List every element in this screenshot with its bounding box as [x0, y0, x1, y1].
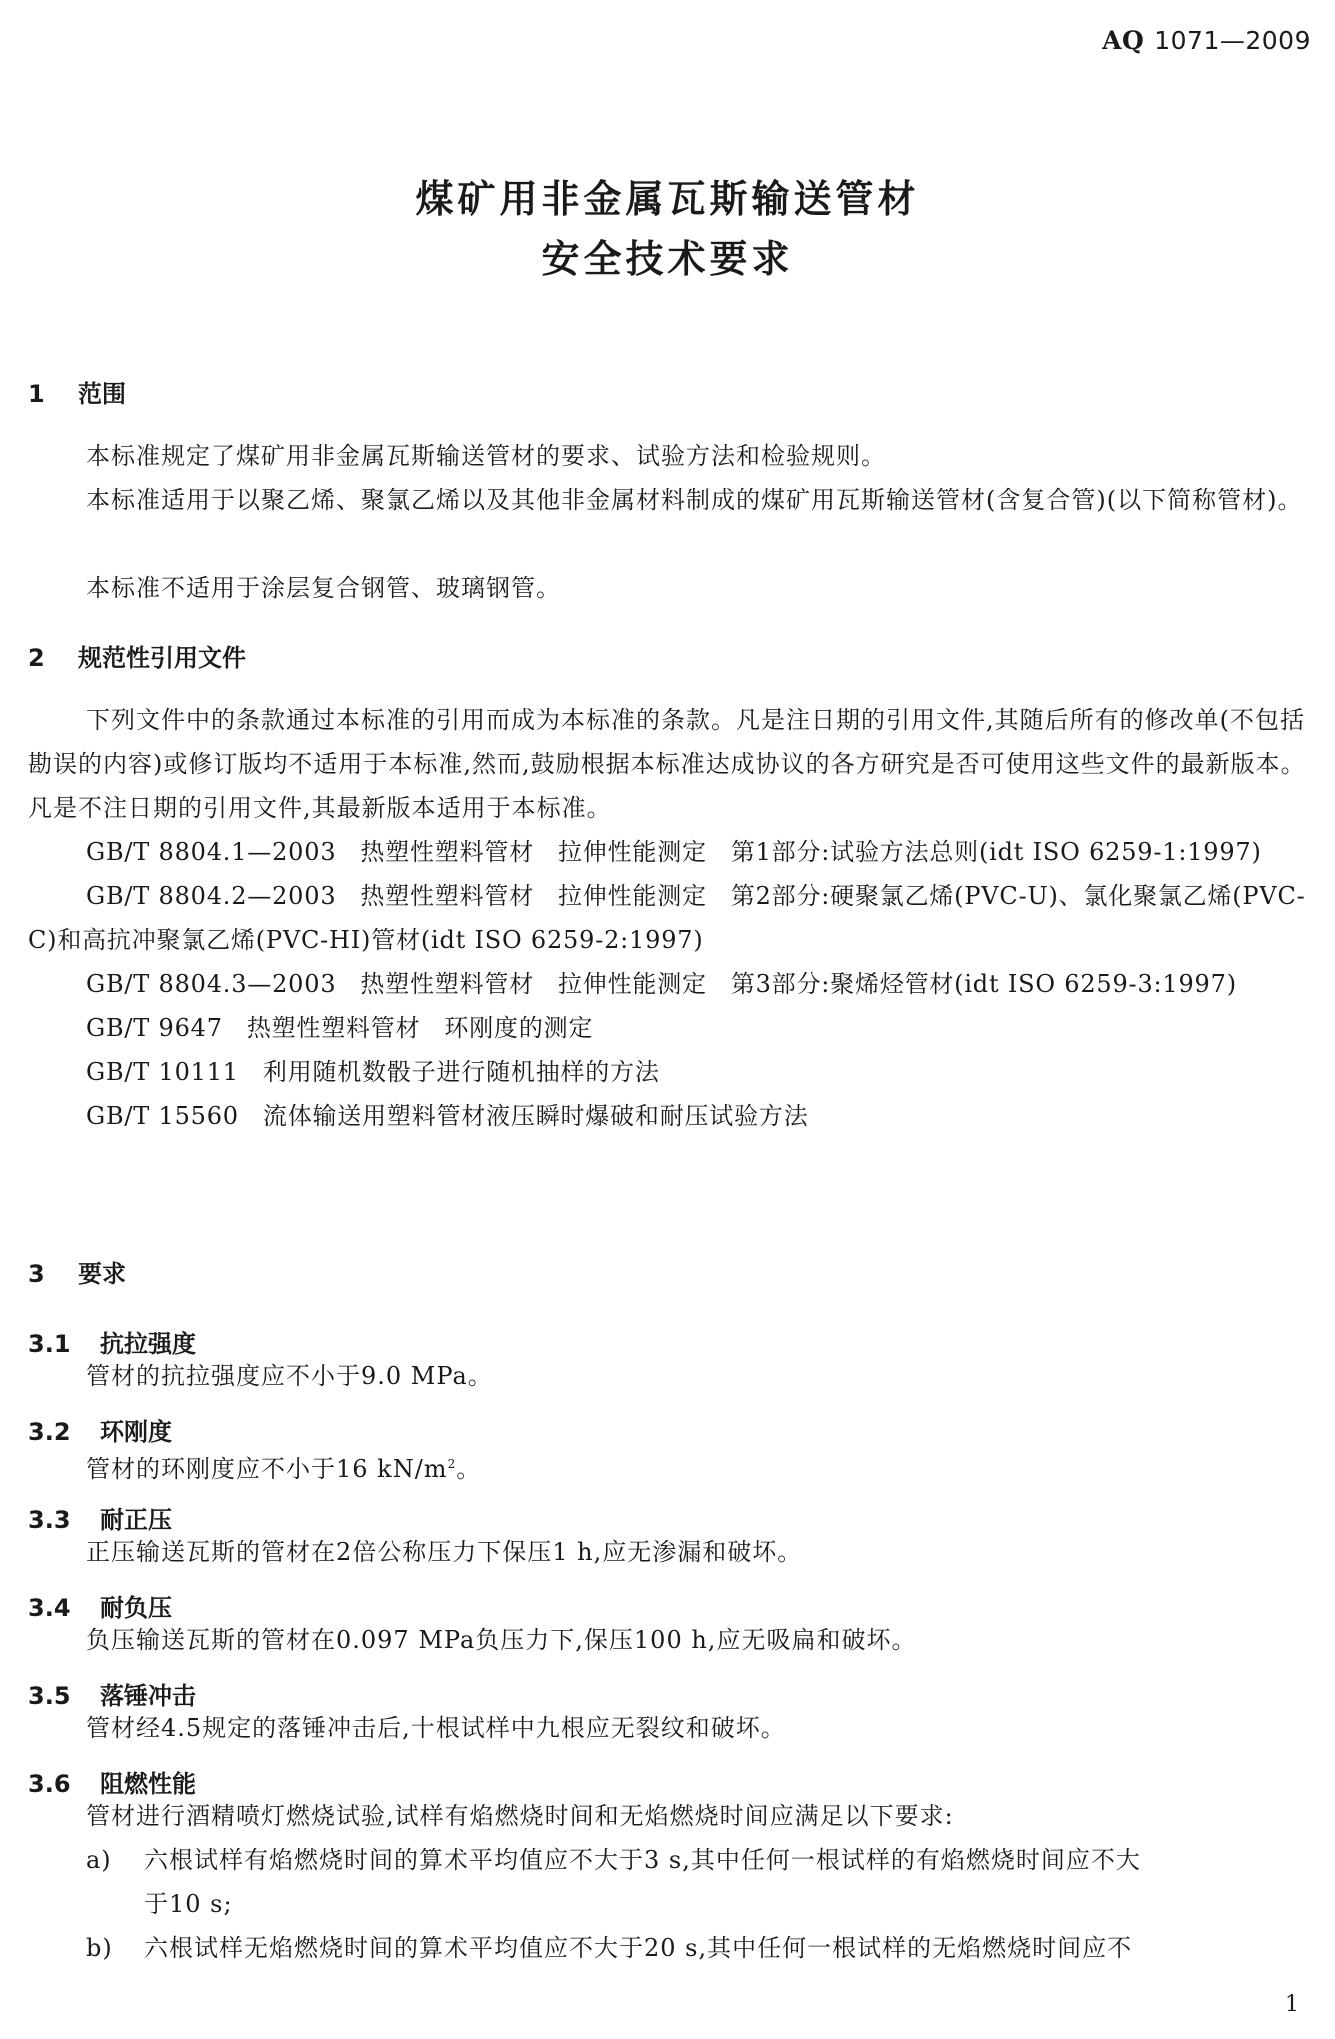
reference-item	[28, 1050, 1308, 1094]
section-number: 1	[28, 380, 45, 408]
subsection-title: 耐负压	[100, 1594, 172, 1622]
reference-item	[28, 874, 1308, 962]
subsection-title: 抗拉强度	[100, 1330, 196, 1358]
paragraph	[28, 1442, 1308, 1491]
reference-code: GB/T 8804.3—2003	[86, 970, 337, 998]
paragraph: 管材经4.5规定的落锤冲击后,十根试样中九根应无裂纹和破坏。	[86, 1714, 786, 1742]
list-item-a	[86, 1838, 1306, 1926]
reference-title: 热塑性塑料管材	[360, 882, 534, 910]
reference-title: 热塑性塑料管材	[360, 838, 534, 866]
reference-code: GB/T 15560	[86, 1102, 239, 1130]
reference-item	[28, 1094, 1308, 1138]
subsection-number: 3.3	[28, 1506, 71, 1534]
section-heading-3	[28, 1254, 126, 1289]
list-text: 六根试样有焰燃烧时间的算术平均值应不大于3 s,其中任何一根试样的有焰燃烧时间应不大	[144, 1846, 1141, 1874]
reference-title: 环刚度的测定	[444, 1014, 594, 1042]
reference-title: 拉伸性能测定	[558, 882, 707, 910]
standard-code-prefix: AQ	[1102, 26, 1145, 55]
section-number: 2	[28, 644, 45, 672]
paragraph: 本标准不适用于涂层复合钢管、玻璃钢管。	[86, 574, 561, 602]
subsection-number: 3.6	[28, 1770, 71, 1798]
paragraph: 负压输送瓦斯的管材在0.097 MPa负压力下,保压100 h,应无吸扁和破坏。	[86, 1626, 917, 1654]
reference-title: 拉伸性能测定	[558, 838, 707, 866]
reference-title: 拉伸性能测定	[558, 970, 707, 998]
section-title: 范围	[78, 380, 126, 408]
paragraph: 管材进行酒精喷灯燃烧试验,试样有焰燃烧时间和无焰燃烧时间应满足以下要求:	[86, 1802, 954, 1830]
list-text: 六根试样无焰燃烧时间的算术平均值应不大于20 s,其中任何一根试样的无焰燃烧时间应不	[144, 1934, 1133, 1962]
standard-code	[1102, 26, 1311, 55]
subsection-title: 耐正压	[100, 1506, 172, 1534]
reference-code: GB/T 8804.2—2003	[86, 882, 337, 910]
paragraph: 管材的抗拉强度应不小于9.0 MPa。	[86, 1362, 493, 1390]
document-title-line2: 安全技术要求	[541, 237, 794, 281]
reference-title: 第2部分:硬聚氯乙烯(PVC-U)、氯化聚氯乙烯(PVC-C)和高抗冲聚氯乙烯(PVC-HI)管材(idt ISO 6259-2:1997)	[28, 882, 1306, 954]
subsection-number: 3.2	[28, 1418, 71, 1446]
reference-title: 第3部分:聚烯烃管材(idt ISO 6259-3:1997)	[730, 970, 1237, 998]
section-heading-2	[28, 638, 246, 673]
section-number: 3	[28, 1260, 45, 1288]
text-part: 管材的环刚度应不小于16 kN/m	[86, 1455, 448, 1483]
reference-list	[28, 830, 1308, 1138]
subsection-number: 3.4	[28, 1594, 71, 1622]
subsection-number: 3.1	[28, 1330, 71, 1358]
reference-title: 第1部分:试验方法总则(idt ISO 6259-1:1997)	[730, 838, 1262, 866]
paragraph: 正压输送瓦斯的管材在2倍公称压力下保压1 h,应无渗漏和破坏。	[86, 1538, 803, 1566]
section-heading-1	[28, 374, 126, 409]
reference-code: GB/T 8804.1—2003	[86, 838, 337, 866]
paragraph: 本标准适用于以聚乙烯、聚氯乙烯以及其他非金属材料制成的煤矿用瓦斯输送管材(含复合管)(以下简称管材)。	[86, 486, 1303, 514]
document-title-line1: 煤矿用非金属瓦斯输送管材	[415, 177, 920, 221]
reference-title: 利用随机数骰子进行随机抽样的方法	[262, 1058, 660, 1086]
subsection-title: 阻燃性能	[100, 1770, 196, 1798]
text-part: 。	[456, 1455, 482, 1483]
section-title: 规范性引用文件	[78, 644, 246, 672]
subsection-title: 落锤冲击	[100, 1682, 196, 1710]
reference-code: GB/T 9647	[86, 1014, 223, 1042]
standard-code-number: 1071—2009	[1154, 26, 1311, 55]
reference-item	[28, 962, 1308, 1006]
reference-item	[28, 1006, 1308, 1050]
reference-item	[28, 830, 1308, 874]
paragraph: 下列文件中的条款通过本标准的引用而成为本标准的条款。凡是注日期的引用文件,其随后所有的修改单(不包括勘误的内容)或修订版均不适用于本标准,然而,鼓励根据本标准达成协议的各方研究是否可使用这些文件的最新版本。凡是不注日期的引用文件,其最新版本适用于本标准。	[28, 706, 1306, 822]
superscript: 2	[447, 1457, 457, 1471]
reference-title: 流体输送用塑料管材液压瞬时爆破和耐压试验方法	[262, 1102, 809, 1130]
list-marker: a)	[86, 1846, 112, 1874]
reference-code: GB/T 10111	[86, 1058, 239, 1086]
section-title: 要求	[78, 1260, 126, 1288]
list-text: 于10 s;	[144, 1890, 233, 1918]
reference-title: 热塑性塑料管材	[360, 970, 534, 998]
list-item-b	[86, 1926, 1306, 1970]
reference-title: 热塑性塑料管材	[246, 1014, 421, 1042]
page-number: 1	[1285, 1992, 1299, 2017]
paragraph: 本标准规定了煤矿用非金属瓦斯输送管材的要求、试验方法和检验规则。	[86, 442, 886, 470]
list-marker: b)	[86, 1934, 113, 1962]
subsection-title: 环刚度	[100, 1418, 172, 1446]
subsection-number: 3.5	[28, 1682, 71, 1710]
